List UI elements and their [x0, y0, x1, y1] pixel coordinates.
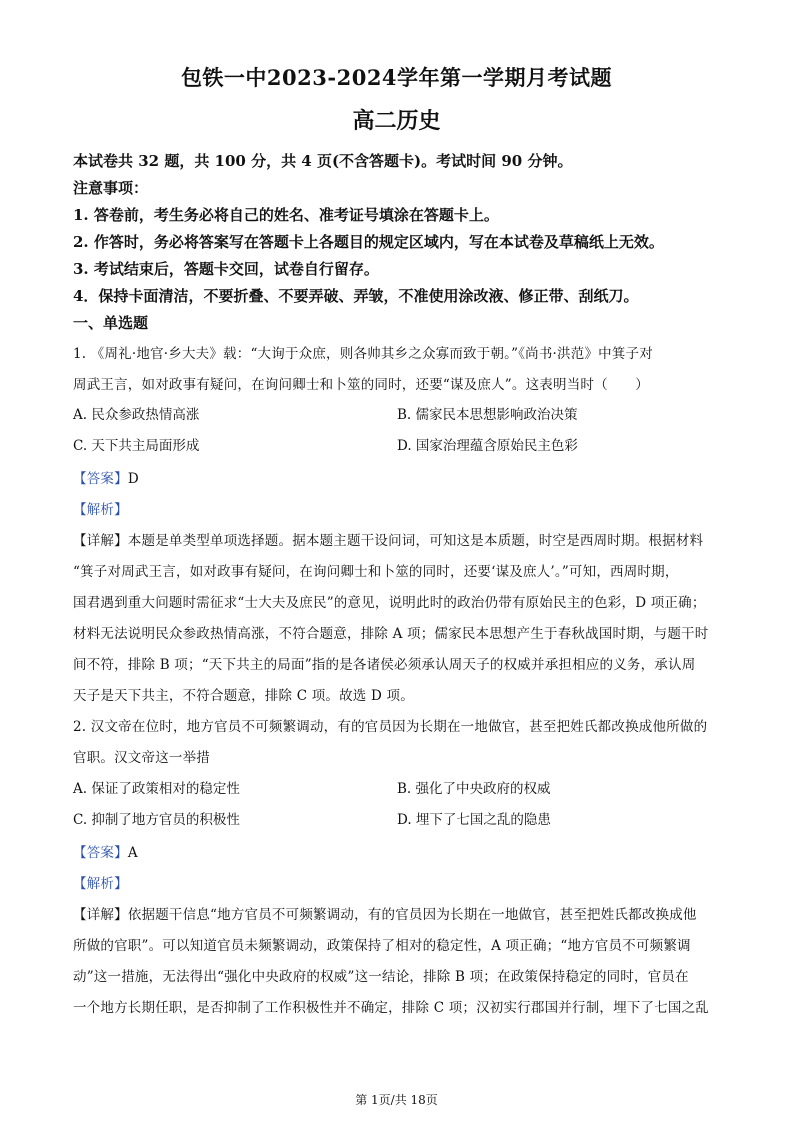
exam-subject: 高二历史 [352, 108, 441, 134]
option-b: B. 儒家民本思想影响政治决策 [397, 407, 578, 423]
answer-tag: 【答案】 [73, 471, 128, 487]
option-c: C. 抑制了地方官员的积极性 [73, 812, 240, 828]
answer-line [73, 467, 139, 487]
option-a: A. 民众参政热情高涨 [73, 407, 200, 423]
exam-title: 包铁一中2023-2024学年第一学期月考试题 [180, 65, 613, 90]
option-c: C. 天下共主局面形成 [73, 438, 200, 454]
notice-item: 2. 作答时，务必将答案写在答题卡上各题目的规定区域内，写在本试卷及草稿纸上无效。 [73, 233, 664, 251]
analysis-tag: 【解析】 [73, 502, 128, 518]
detail-line: 一个地方长期任职，是否抑制了工作积极性并不确定，排除 C 项；汉初实行郡国并行制，埋下了七国之乱 [73, 1000, 710, 1016]
detail-line: 动”这一措施，无法得出“强化中央政府的权威”这一结论，排除 B 项；在政策保持稳定的同时，官员在 [73, 969, 689, 985]
question-stem-line: 1. 《周礼·地官·乡大夫》载：“大询于众庶，则各帅其乡之众寡而致于朝。”《尚书·洪范》中箕子对 [73, 346, 653, 362]
detail-line: 国君遇到重大问题时需征求“士大夫及庶民”的意见，说明此时的政治仍带有原始民主的色彩，D 项正确； [73, 595, 706, 611]
option-d: D. 国家治理蕴含原始民主色彩 [397, 438, 578, 454]
answer-value: D [127, 471, 139, 487]
detail-text: 本题是单类型单项选择题。据本题主题干设问词，可知这是本质题，时空是西周时期。根据材料 [127, 533, 704, 549]
detail-text: 依据题干信息“地方官员不可频繁调动，有的官员因为长期在一地做官，甚至把姓氏都改换成他 [127, 907, 697, 923]
option-a: A. 保证了政策相对的稳定性 [73, 781, 240, 797]
notice-item: 1. 答卷前，考生务必将自己的姓名、准考证号填涂在答题卡上。 [73, 206, 499, 224]
answer-value: A [127, 845, 138, 861]
option-b: B. 强化了中央政府的权威 [397, 781, 551, 797]
question-stem-line: 周武王言，如对政事有疑问，在询问卿士和卜筮的同时，还要“谋及庶人”。这表明当时（ ） [73, 377, 649, 393]
question-stem-line: 官职。汉文帝这一举措 [73, 750, 210, 766]
analysis-tag: 【解析】 [73, 876, 128, 892]
detail-line [73, 903, 697, 923]
detail-tag: 【详解】 [73, 907, 128, 923]
answer-line [73, 841, 138, 861]
question-stem-line: 2. 汉文帝在位时，地方官员不可频繁调动，有的官员因为长期在一地做官，甚至把姓氏都改换成他所做的 [73, 719, 708, 735]
detail-tag: 【详解】 [73, 533, 128, 549]
exam-intro: 本试卷共 32 题，共 100 分，共 4 页(不含答题卡)。考试时间 90 分钟。 [73, 152, 573, 170]
page-number: 第 1页/共 18页 [355, 1093, 438, 1107]
detail-line: 材料无法说明民众参政热情高涨，不符合题意，排除 A 项；儒家民本思想产生于春秋战国时期，与题干时 [73, 626, 709, 642]
section-title: 一、单选题 [73, 314, 149, 332]
detail-line: 间不符，排除 B 项；“天下共主的局面”指的是各诸侯必须承认周天子的权威并承担相应的义务，承认周 [73, 657, 696, 673]
detail-line: 天子是天下共主，不符合题意，排除 C 项。故选 D 项。 [73, 688, 414, 704]
notice-heading: 注意事项： [73, 179, 149, 197]
answer-tag: 【答案】 [73, 845, 128, 861]
notice-item: 3. 考试结束后，答题卡交回，试卷自行留存。 [73, 260, 379, 278]
detail-line: 所做的官职”。可以知道官员未频繁调动，政策保持了相对的稳定性，A 项正确；“地方官员不可频繁调 [73, 938, 691, 954]
detail-line: “箕子对周武王言，如对政事有疑问，在询问卿士和卜筮的同时，还要‘谋及庶人’。”可知，西周时期， [73, 564, 679, 580]
detail-line [73, 529, 703, 549]
notice-item: 4．保持卡面清洁，不要折叠、不要弄破、弄皱，不准使用涂改液、修正带、刮纸刀。 [73, 287, 639, 305]
option-d: D. 埋下了七国之乱的隐患 [397, 812, 551, 828]
